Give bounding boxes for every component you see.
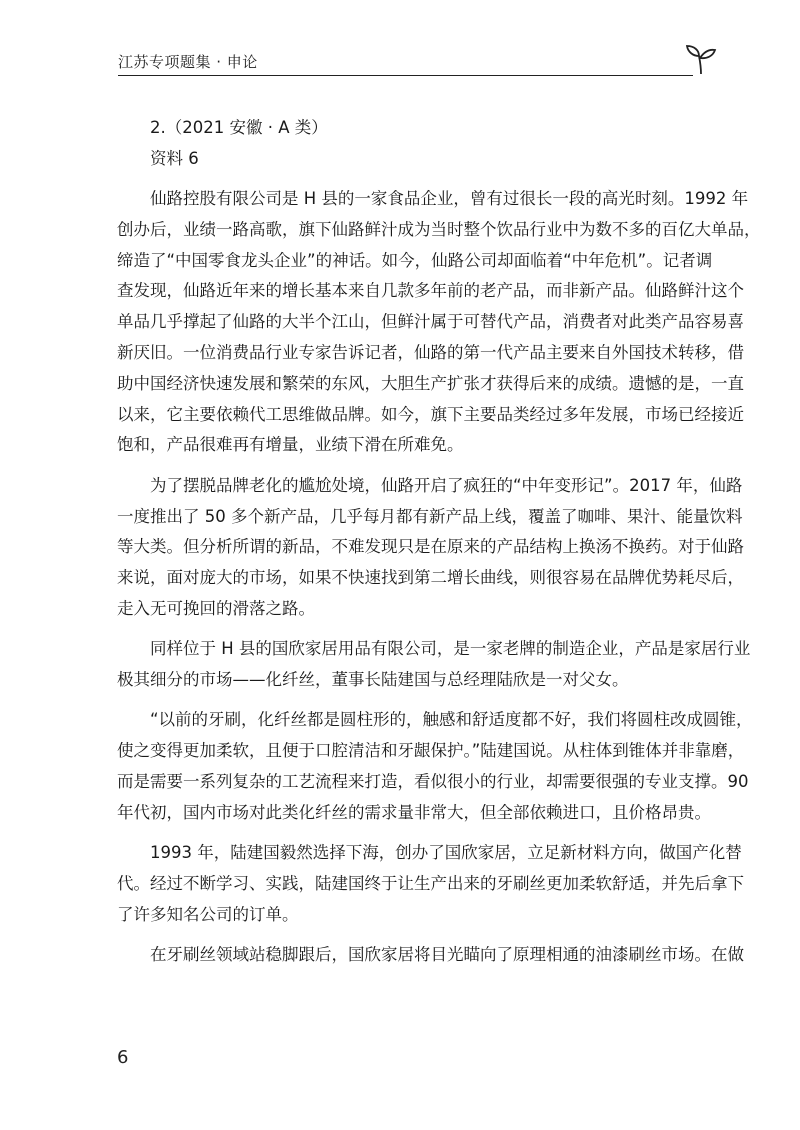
text-line: 同样位于 H 县的国欣家居用品有限公司，是一家老牌的制造企业，产品是家居行业	[150, 639, 751, 659]
text-line: 代。经过不断学习、实践，陆建国终于让生产出来的牙刷丝更加柔软舒适，并先后拿下	[117, 873, 744, 893]
text-line: “以前的牙刷，化纤丝都是圆柱形的，触感和舒适度都不好，我们将圆柱改成圆锥，	[150, 710, 753, 730]
page-content	[117, 113, 761, 980]
text-line: 1993 年，陆建国毅然选择下海，创办了国欣家居，立足新材料方向，做国产化替	[150, 843, 742, 863]
material-label: 资料 6	[150, 148, 199, 168]
text-line: 新厌旧。一位消费品行业专家告诉记者，仙路的第一代产品主要来自外国技术转移，借	[117, 343, 744, 363]
paragraph-5	[117, 838, 744, 930]
question-heading: 2.（2021 安徽 · A 类）	[150, 118, 328, 137]
paragraph-2	[117, 471, 744, 625]
text-line: 助中国经济快速发展和繁荣的东风，大胆生产扩张才获得后来的成绩。遗憾的是，一直	[117, 373, 744, 393]
paragraph-4	[117, 705, 753, 828]
paragraph-6	[117, 940, 744, 971]
paragraph-3	[117, 634, 751, 696]
text-line: 极其细分的市场——化纤丝，董事长陆建国与总经理陆欣是一对父女。	[117, 670, 629, 690]
text-line: 仙路控股有限公司是 H 县的一家食品企业，曾有过很长一段的高光时刻。1992 年	[150, 189, 749, 209]
text-line: 饱和，产品很难再有增量，业绩下滑在所难免。	[117, 435, 464, 455]
book-title: 江苏专项题集 · 申论	[118, 53, 258, 71]
text-line: 走入无可挽回的滑落之路。	[117, 598, 315, 618]
text-line: 年代初，国内市场对此类化纤丝的需求量非常大，但全部依赖进口，且价格昂贵。	[117, 802, 711, 822]
text-line: 而是需要一系列复杂的工艺流程来打造，看似很小的行业，却需要很强的专业支撑。90	[117, 771, 749, 791]
text-line: 为了摆脱品牌老化的尴尬处境，仙路开启了疯狂的“中年变形记”。2017 年，仙路	[150, 475, 743, 495]
text-line: 缔造了“中国零食龙头企业”的神话。如今，仙路公司却面临着“中年危机”。记者调	[117, 250, 713, 270]
text-line: 创办后，业绩一路高歌，旗下仙路鲜汁成为当时整个饮品行业中为数不多的百亿大单品，	[117, 219, 761, 239]
text-line: 等大类。但分析所谓的新品，不难发现只是在原来的产品结构上换汤不换药。对于仙路	[117, 537, 744, 557]
page-number: 6	[117, 1047, 129, 1068]
text-line: 以来，它主要依赖代工思维做品牌。如今，旗下主要品类经过多年发展，市场已经接近	[117, 404, 744, 424]
text-line: 一度推出了 50 多个新产品，几乎每月都有新产品上线，覆盖了咖啡、果汁、能量饮料	[117, 506, 743, 526]
text-line: 单品几乎撑起了仙路的大半个江山，但鲜汁属于可替代产品，消费者对此类产品容易喜	[117, 312, 744, 332]
text-line: 来说，面对庞大的市场，如果不快速找到第二增长曲线，则很容易在品牌优势耗尽后，	[117, 568, 744, 588]
text-line: 查发现，仙路近年来的增长基本来自几款多年前的老产品，而非新产品。仙路鲜汁这个	[117, 281, 744, 301]
paragraph-1	[117, 184, 761, 461]
header-rule	[118, 75, 693, 76]
text-line: 使之变得更加柔软，且便于口腔清洁和牙龈保护。”陆建国说。从柱体到锥体并非靠磨，	[117, 741, 745, 761]
text-line: 在牙刷丝领域站稳脚跟后，国欣家居将目光瞄向了原理相通的油漆刷丝市场。在做	[150, 944, 744, 964]
running-header	[118, 52, 718, 82]
text-line: 了许多知名公司的订单。	[117, 904, 299, 924]
sprout-icon	[684, 42, 718, 76]
